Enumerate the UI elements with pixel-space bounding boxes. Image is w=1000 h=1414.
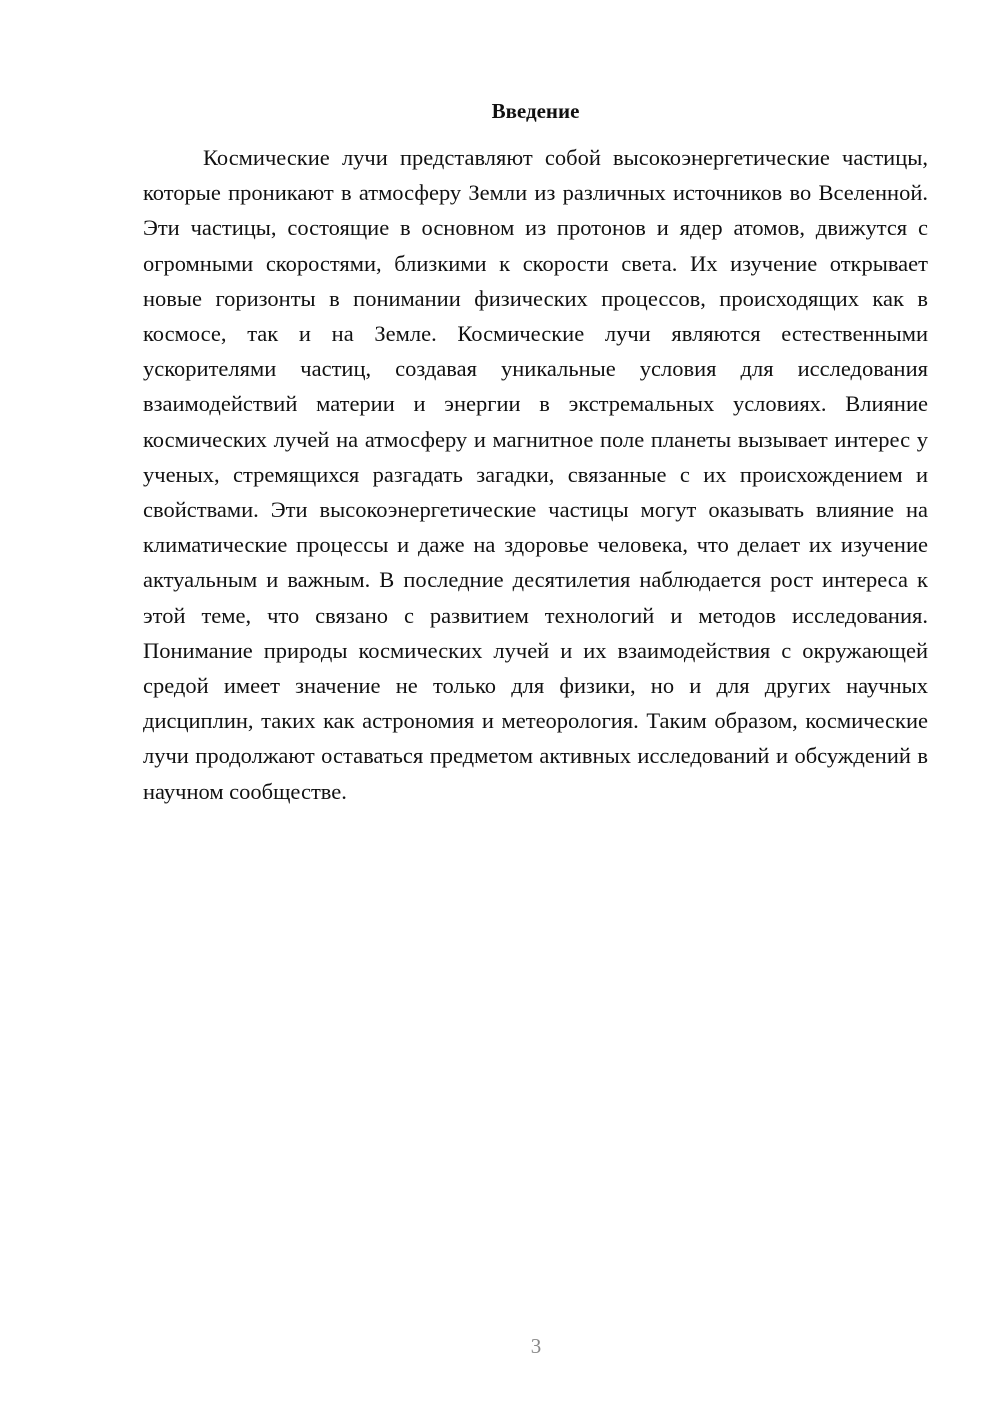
intro-paragraph: Космические лучи представляют собой высокоэнергетические частицы, которые проникают в атмосферу Земли из различных источников во Вселенной. Эти частицы, состоящие в основном из протонов и ядер атомов, движутся с огромными скоростями, близкими к скорости света. Их изучение открывает новые горизонты в понимании физических процессов, происходящих как в космосе, так и на Земле. Космические лучи являются естественными ускорителями частиц, создавая уникальные условия для исследования взаимодействий материи и энергии в экстремальных условиях. Влияние космических лучей на атмосферу и магнитное поле планеты вызывает интерес у ученых, стремящихся разгадать загадки, связанные с их происхождением и свойствами. Эти высокоэнергетические частицы могут оказывать влияние на климатические процессы и даже на здоровье человека, что делает их изучение актуальным и важным. В последние десятилетия наблюдается рост интереса к этой теме, что связано с развитием технологий и методов исследования. Понимание природы космических лучей и их взаимодействия с окружающей средой имеет значение не только для физики, но и для других научных дисциплин, таких как астрономия и метеорология. Таким образом, космические лучи продолжают оставаться предметом активных исследований и обсуждений в научном сообществе. — [143, 145, 928, 804]
section-heading: Введение — [491, 99, 580, 123]
page-number: 3 — [530, 1334, 542, 1358]
page-content — [143, 94, 928, 809]
